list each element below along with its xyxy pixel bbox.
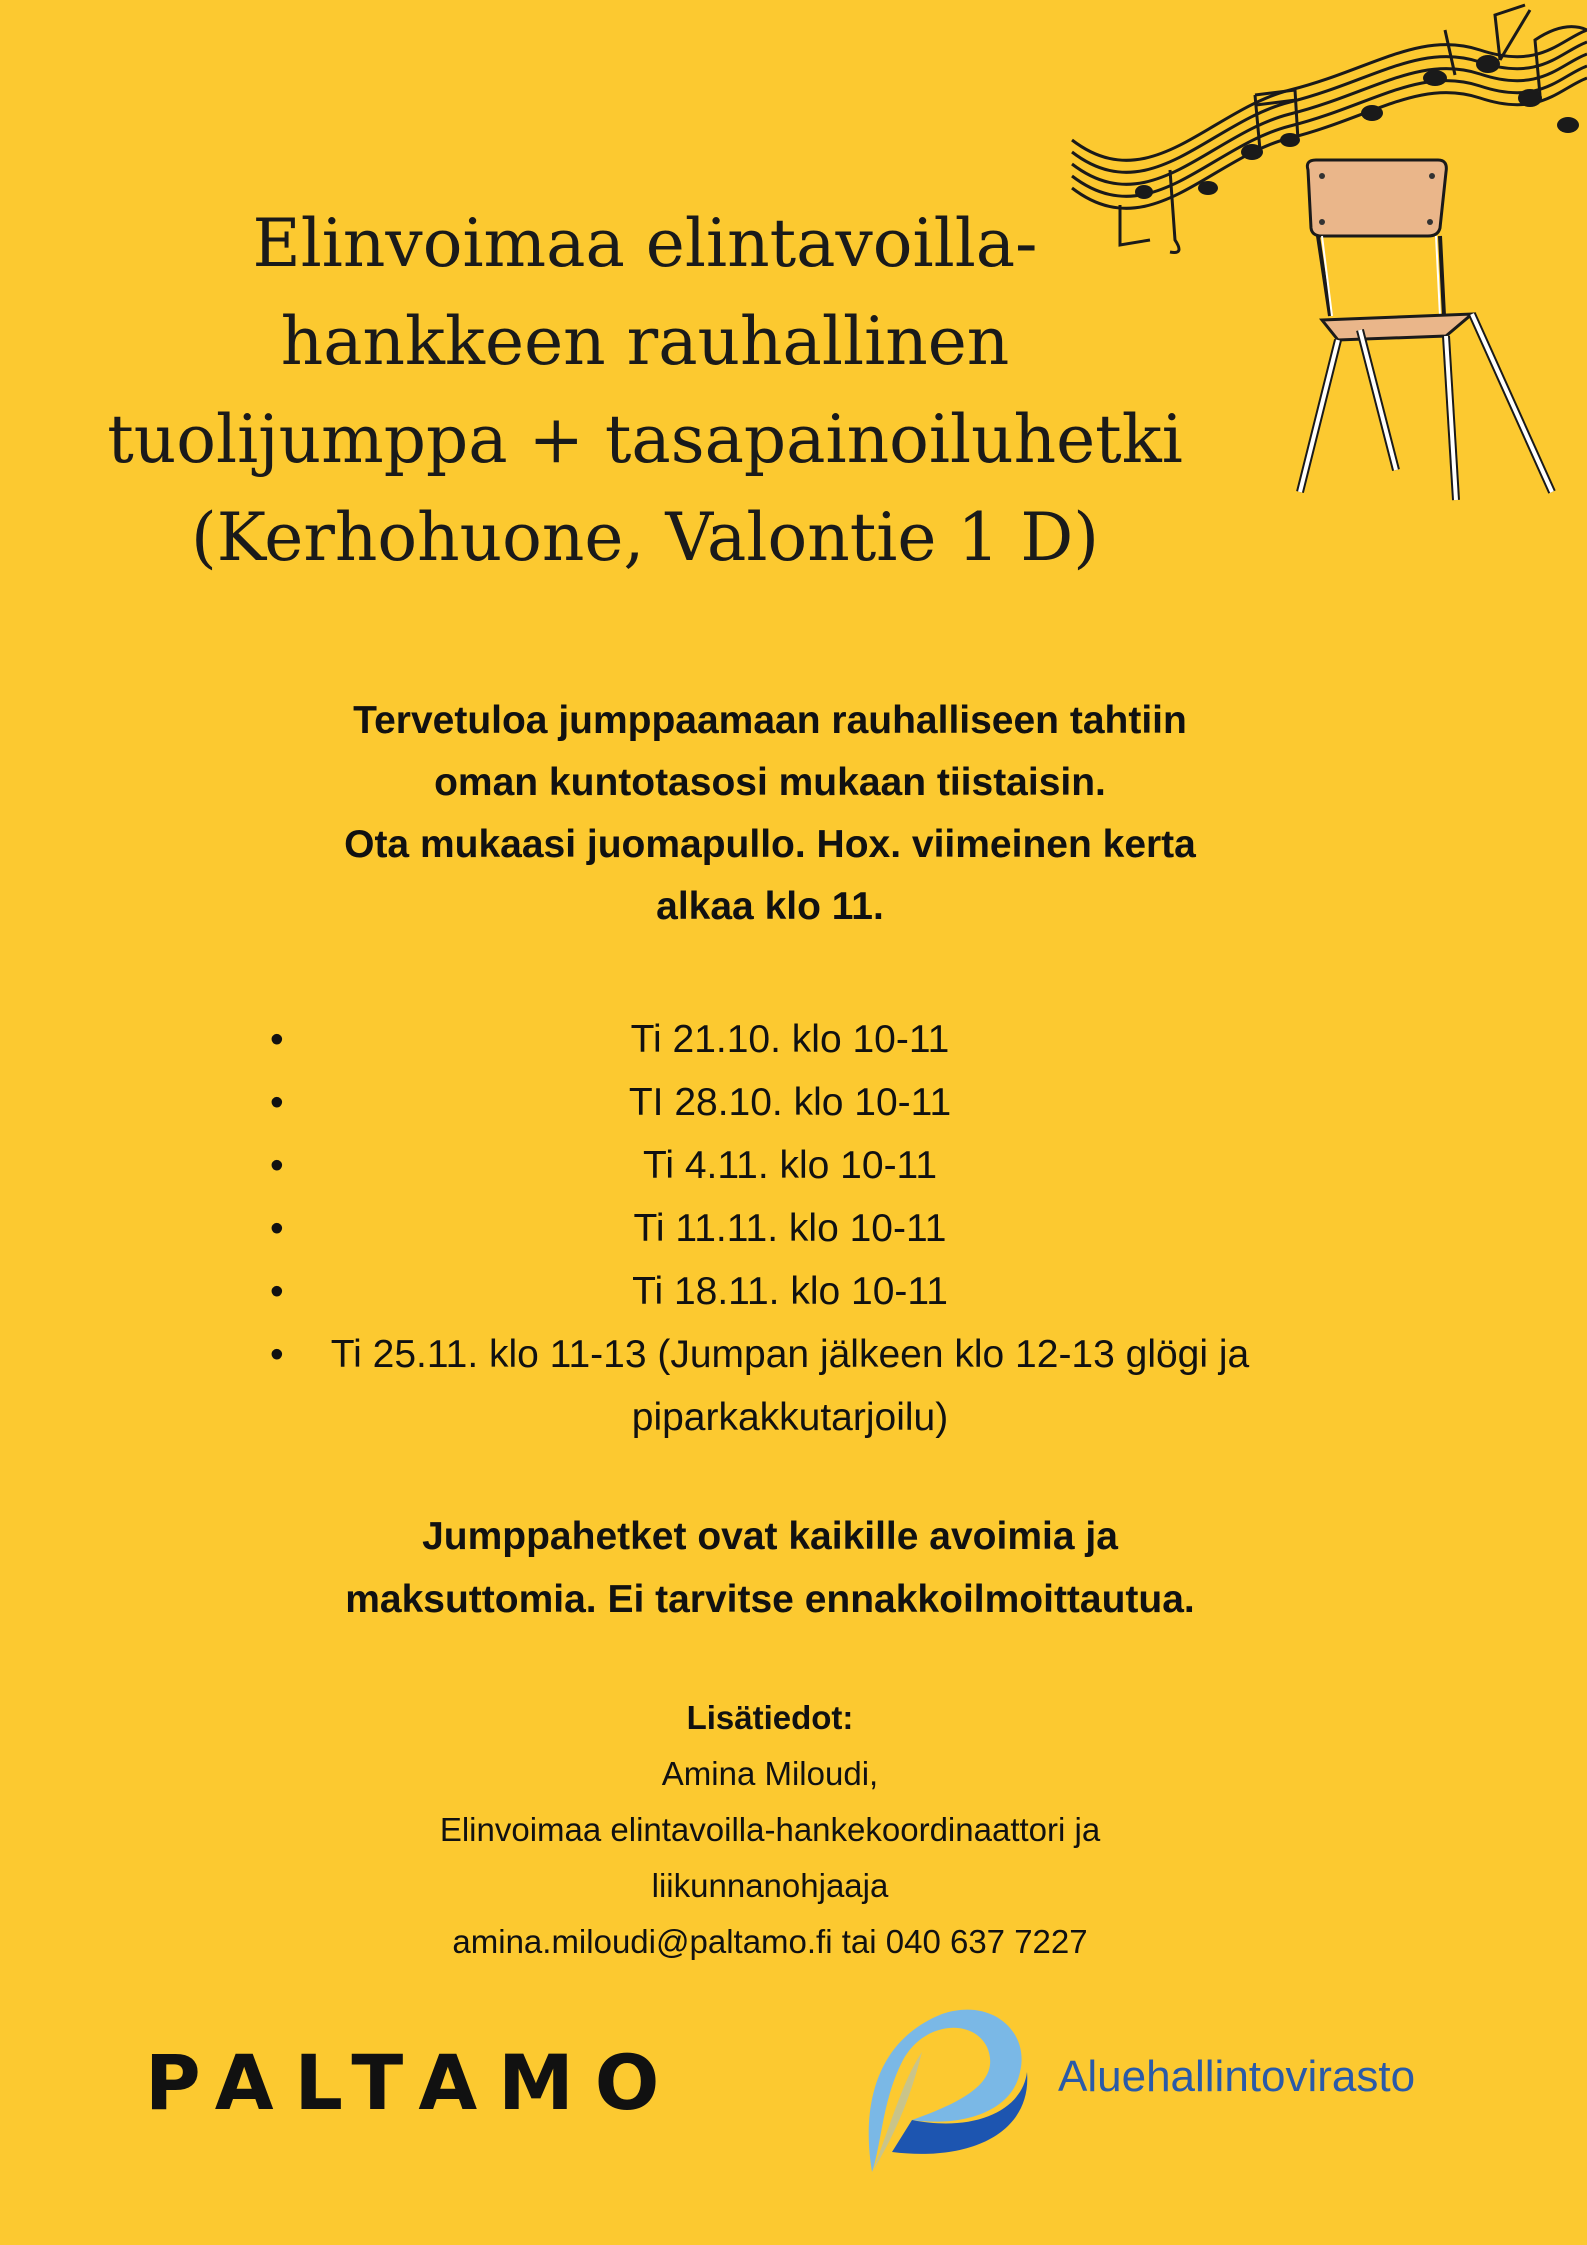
- intro-line: oman kuntotasosi mukaan tiistaisin.: [434, 761, 1106, 804]
- schedule-date: Ti 11.11. klo 10-11: [633, 1207, 947, 1250]
- intro-line: Ota mukaasi juomapullo. Hox. viimeinen kerta: [344, 823, 1196, 866]
- list-item: [270, 1008, 1270, 1071]
- contact-role: liikunnanohjaaja: [651, 1867, 889, 1904]
- free-info-line: Jumppahetket ovat kaikille avoimia ja: [422, 1515, 1118, 1558]
- title-line: tuolijumppa + tasapainoiluhetki: [107, 401, 1183, 478]
- list-item: [270, 1134, 1270, 1197]
- list-item: [270, 1197, 1270, 1260]
- intro-text: [240, 690, 1300, 938]
- schedule-date: Ti 18.11. klo 10-11: [632, 1270, 948, 1313]
- intro-line: alkaa klo 11.: [656, 885, 884, 928]
- free-info-line: maksuttomia. Ei tarvitse ennakkoilmoittautua.: [345, 1578, 1195, 1621]
- avi-logo-text: Aluehallintovirasto: [1058, 2052, 1416, 2101]
- schedule-date: Ti 4.11. klo 10-11: [642, 1144, 938, 1187]
- title-line: (Kerhohuone, Valontie 1 D): [190, 499, 1099, 576]
- schedule-date: Ti 25.11. klo 11-13 (Jumpan jälkeen klo 12-13 glögi ja piparkakkutarjoilu): [330, 1333, 1250, 1439]
- bullet-icon: •: [270, 1081, 284, 1124]
- list-item: [270, 1260, 1270, 1323]
- schedule-list: [270, 1008, 1270, 1449]
- contact-details: amina.miloudi@paltamo.fi tai 040 637 7227: [452, 1923, 1088, 1960]
- contact-heading: Lisätiedot:: [686, 1699, 854, 1736]
- intro-line: Tervetuloa jumppaamaan rauhalliseen tahtiin: [353, 699, 1187, 742]
- title-line: Elinvoimaa elintavoilla-: [252, 205, 1038, 282]
- list-item: [270, 1323, 1270, 1449]
- bullet-icon: •: [270, 1207, 284, 1250]
- schedule-date: Ti 21.10. klo 10-11: [630, 1018, 950, 1061]
- poster-title: [60, 195, 1230, 587]
- list-item: [270, 1071, 1270, 1134]
- avi-logo-icon: [852, 2002, 1032, 2182]
- schedule-date: TI 28.10. klo 10-11: [628, 1081, 952, 1124]
- free-info: [240, 1505, 1300, 1631]
- bullet-icon: •: [270, 1270, 284, 1313]
- bullet-icon: •: [270, 1144, 284, 1187]
- contact-info: [300, 1690, 1240, 1970]
- title-line: hankkeen rauhallinen: [280, 303, 1010, 380]
- bullet-icon: •: [270, 1333, 284, 1376]
- contact-name: Amina Miloudi,: [661, 1755, 879, 1792]
- chair-icon: [1300, 160, 1552, 500]
- paltamo-logo: PALTAMO: [145, 2038, 681, 2127]
- contact-role: Elinvoimaa elintavoilla-hankekoordinaattori ja: [439, 1811, 1101, 1848]
- bullet-icon: •: [270, 1018, 284, 1061]
